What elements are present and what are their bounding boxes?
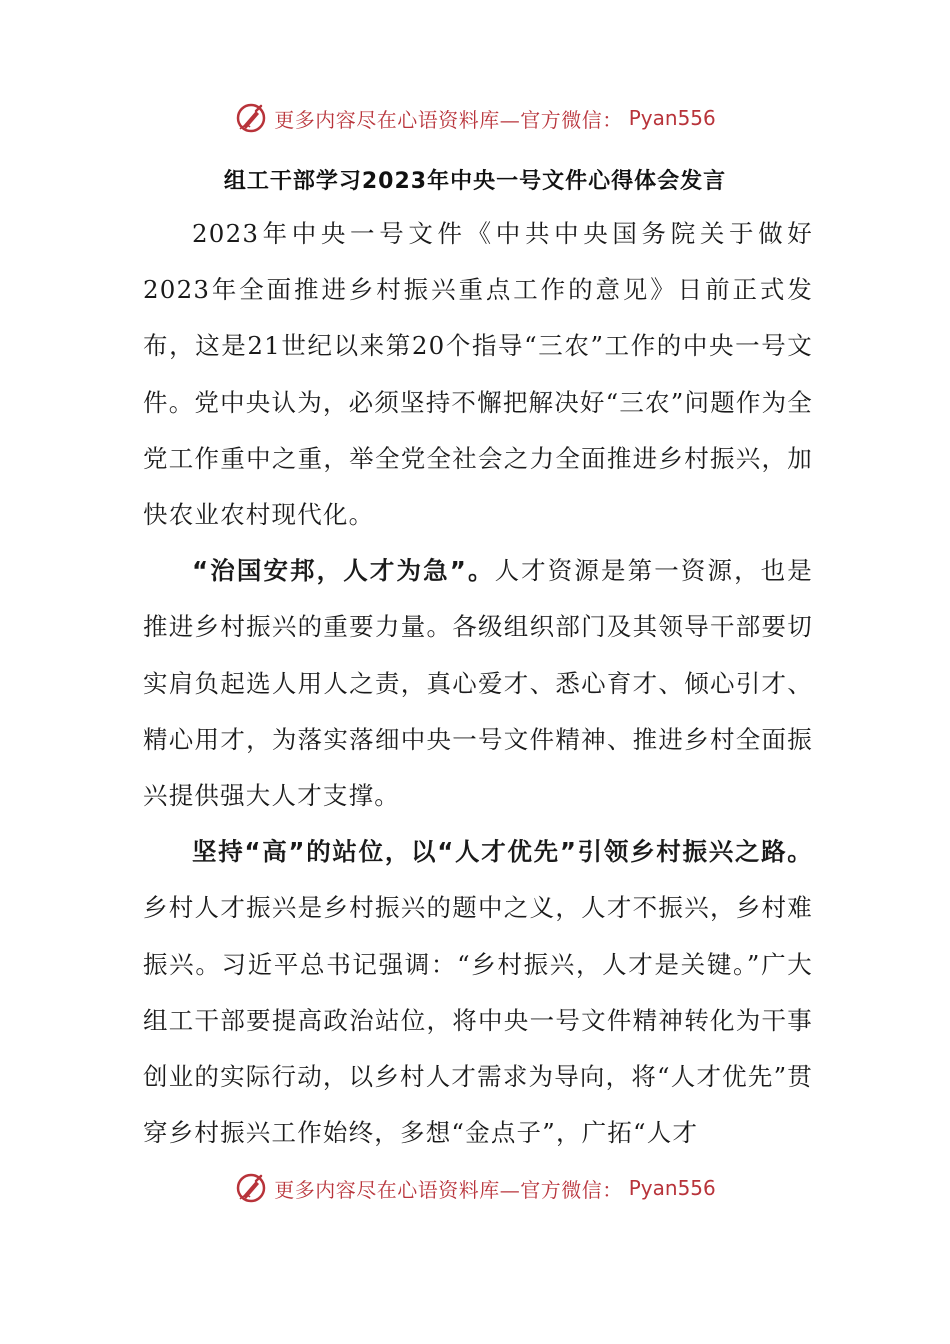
paragraph-lead: 坚持“高”的站位，以“人才优先”引领乡村振兴之路。 [192, 837, 813, 867]
header-watermark-banner [0, 98, 950, 138]
pen-logo-icon [234, 1171, 268, 1205]
paragraph-lead: “治国安邦，人才为急”。 [192, 556, 495, 586]
banner-wechat-id: Pyan556 [628, 1176, 716, 1200]
banner-text: 更多内容尽在心语资料库—官方微信： [274, 107, 623, 132]
banner-wechat-id: Pyan556 [628, 106, 716, 130]
paragraph-text: 2023年中央一号文件《中共中央国务院关于做好2023年全面推进乡村振兴重点工作的意见》日前正式发布，这是21世纪以来第20个指导“三农”工作的中央一号文件。党中央认为，必须坚持不懈把解决好“三农”问题作为全党工作重中之重，举全党全社会之力全面推进乡村振兴，加快农业农村现代化。 [143, 219, 813, 530]
footer-watermark-banner [0, 1168, 950, 1208]
pen-logo-icon [234, 101, 268, 135]
document-title: 组工干部学习2023年中央一号文件心得体会发言 [223, 169, 727, 194]
paragraph-stance [143, 824, 813, 1161]
document-body [143, 206, 813, 1161]
paragraph-talent [143, 543, 813, 824]
paragraph-intro [143, 206, 813, 543]
banner-text: 更多内容尽在心语资料库—官方微信： [274, 1177, 623, 1202]
paragraph-text: 乡村人才振兴是乡村振兴的题中之义，人才不振兴，乡村难振兴。习近平总书记强调：“乡村振兴，人才是关键。”广大组工干部要提高政治站位，将中央一号文件精神转化为干事创业的实际行动，以乡村人才需求为导向，将“人才优先”贯穿乡村振兴工作始终，多想“金点子”，广拓“人才 [143, 893, 813, 1148]
paragraph-text: 人才资源是第一资源，也是推进乡村振兴的重要力量。各级组织部门及其领导干部要切实肩负起选人用人之责，真心爱才、悉心育才、倾心引才、精心用才，为落实落细中央一号文件精神、推进乡村全面振兴提供强大人才支撑。 [143, 556, 813, 811]
